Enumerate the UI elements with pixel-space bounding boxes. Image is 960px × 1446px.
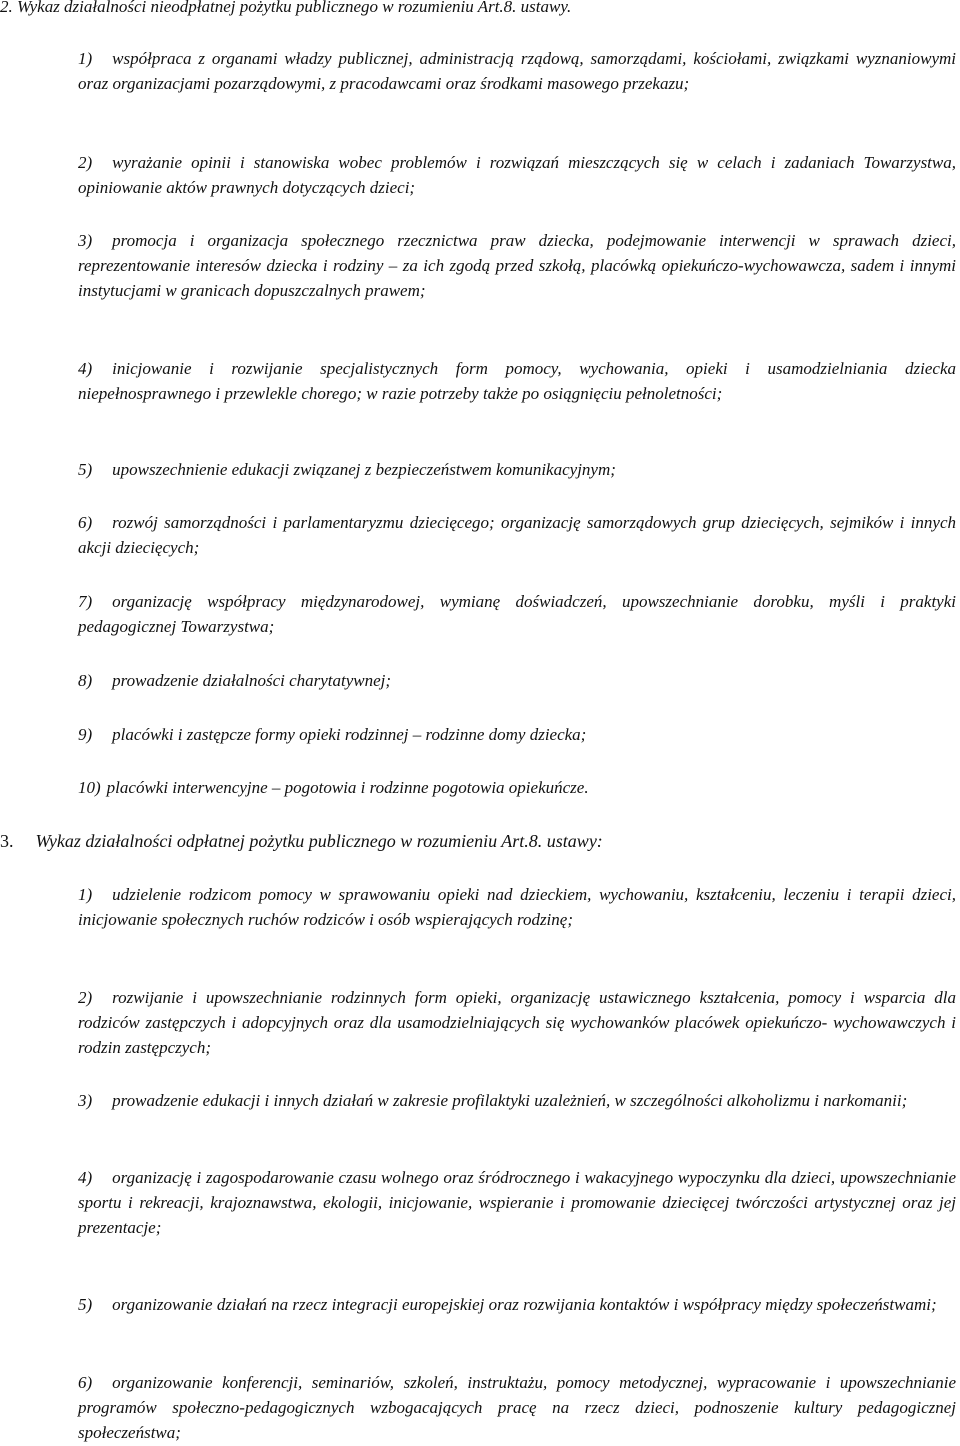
list-item — [78, 589, 956, 639]
item-number: 5) — [78, 1295, 93, 1314]
item-text: prowadzenie działalności charytatywnej; — [112, 671, 392, 690]
item-number: 7) — [78, 592, 93, 611]
item-text: udzielenie rodzicom pomocy w sprawowaniu opieki nad dzieckiem, wychowaniu, kształceniu, leczeniu i terapii dzieci, inicjowanie społecznych ruchów rodziców i osób wspierających rodzinę; — [78, 885, 956, 929]
item-text: upowszechnienie edukacji związanej z bezpieczeństwem komunikacyjnym; — [112, 460, 616, 479]
item-number: 3) — [78, 1091, 93, 1110]
item-text: rozwój samorządności i parlamentaryzmu dziecięcego; organizację samorządowych grup dziecięcych, sejmików i innych akcji dziecięcych; — [78, 513, 956, 557]
section-2-title: Wykaz działalności nieodpłatnej pożytku publicznego w rozumieniu Art.8. ustawy. — [17, 0, 572, 16]
item-text: organizację współpracy międzynarodowej, wymianę doświadczeń, upowszechnianie dorobku, myśli i praktyki pedagogicznej Towarzystwa; — [78, 592, 956, 636]
item-number: 2) — [78, 153, 93, 172]
item-text: placówki i zastępcze formy opieki rodzinnej – rodzinne domy dziecka; — [112, 725, 587, 744]
item-number: 6) — [78, 1373, 93, 1392]
list-item — [78, 150, 956, 200]
item-text: współpraca z organami władzy publicznej, administracją rządową, samorządami, kościołami, związkami wyznaniowymi oraz organizacjami pozarządowymi, z pracodawcami oraz środkami masowego przekazu; — [78, 49, 956, 93]
item-text: promocja i organizacja społecznego rzecznictwa praw dziecka, podejmowanie interwencji w sprawach dzieci, reprezentowanie interesów dziecka i rodziny – za ich zgodą przed szkołą, placówką opiekuńczo-wychowawcza, sadem i innymi instytucjami w granicach dopuszczalnych prawem; — [78, 231, 956, 300]
list-item — [78, 228, 956, 303]
list-item — [78, 510, 956, 560]
item-text: prowadzenie edukacji i innych działań w zakresie profilaktyki uzależnień, w szczególności alkoholizmu i narkomanii; — [112, 1091, 908, 1110]
item-number: 2) — [78, 988, 93, 1007]
item-number: 1) — [78, 885, 93, 904]
item-number: 6) — [78, 513, 93, 532]
item-text: wyrażanie opinii i stanowiska wobec problemów i rozwiązań mieszczących się w celach i zadaniach Towarzystwa, opiniowanie aktów prawnych dotyczących dzieci; — [78, 153, 956, 197]
section-3-number: 3. — [0, 831, 14, 851]
item-number: 4) — [78, 359, 93, 378]
list-item — [78, 1292, 956, 1317]
item-text: rozwijanie i upowszechnianie rodzinnych form opieki, organizację ustawicznego kształcenia, pomocy i wsparcia dla rodziców zastępczych i adopcyjnych oraz dla usamodzielniających się wychowanków placówek opiekuńczo- wychowawczych i rodzin zastępczych; — [78, 988, 956, 1057]
item-number: 1) — [78, 49, 93, 68]
item-number: 5) — [78, 460, 93, 479]
item-text: inicjowanie i rozwijanie specjalistycznych form pomocy, wychowania, opieki i usamodzielniania dziecka niepełnosprawnego i przewlekle chorego; w razie potrzeby także po osiągnięciu pełnoletności; — [78, 359, 956, 403]
section-2-heading — [0, 0, 571, 18]
list-item — [78, 46, 956, 96]
item-number: 8) — [78, 671, 93, 690]
item-text: placówki interwencyjne – pogotowia i rodzinne pogotowia opiekuńcze. — [106, 778, 589, 797]
item-text: organizację i zagospodarowanie czasu wolnego oraz śródrocznego i wakacyjnego wypoczynku dla dzieci, upowszechnianie sportu i rekreacji, krajoznawstwa, ekologii, inicjowanie, wspieranie i promowanie dziecięcej twórczości artystycznej oraz jej prezentacje; — [78, 1168, 956, 1237]
list-item — [78, 457, 956, 482]
item-text: organizowanie konferencji, seminariów, szkoleń, instruktażu, pomocy metodycznej, wypracowanie i upowszechnianie programów społeczno-pedagogicznych wzbogacających pracę na rzecz dzieci, podnoszenie kultury pedagogicznej społeczeństwa; — [78, 1373, 956, 1442]
item-number: 9) — [78, 725, 93, 744]
list-item — [78, 985, 956, 1060]
item-number: 3) — [78, 231, 93, 250]
section-3-heading — [0, 830, 603, 852]
list-item — [78, 882, 956, 932]
item-number: 10) — [78, 778, 101, 797]
list-item — [78, 356, 956, 406]
section-3-title: Wykaz działalności odpłatnej pożytku publicznego w rozumieniu Art.8. ustawy: — [35, 831, 603, 851]
list-item — [78, 1088, 956, 1113]
item-text: organizowanie działań na rzecz integracji europejskiej oraz rozwijania kontaktów i współpracy między społeczeństwami; — [112, 1295, 937, 1314]
list-item — [78, 668, 956, 693]
list-item — [78, 1165, 956, 1240]
list-item — [78, 775, 956, 800]
list-item — [78, 722, 956, 747]
section-2-number: 2. — [0, 0, 13, 16]
item-number: 4) — [78, 1168, 93, 1187]
list-item — [78, 1370, 956, 1445]
